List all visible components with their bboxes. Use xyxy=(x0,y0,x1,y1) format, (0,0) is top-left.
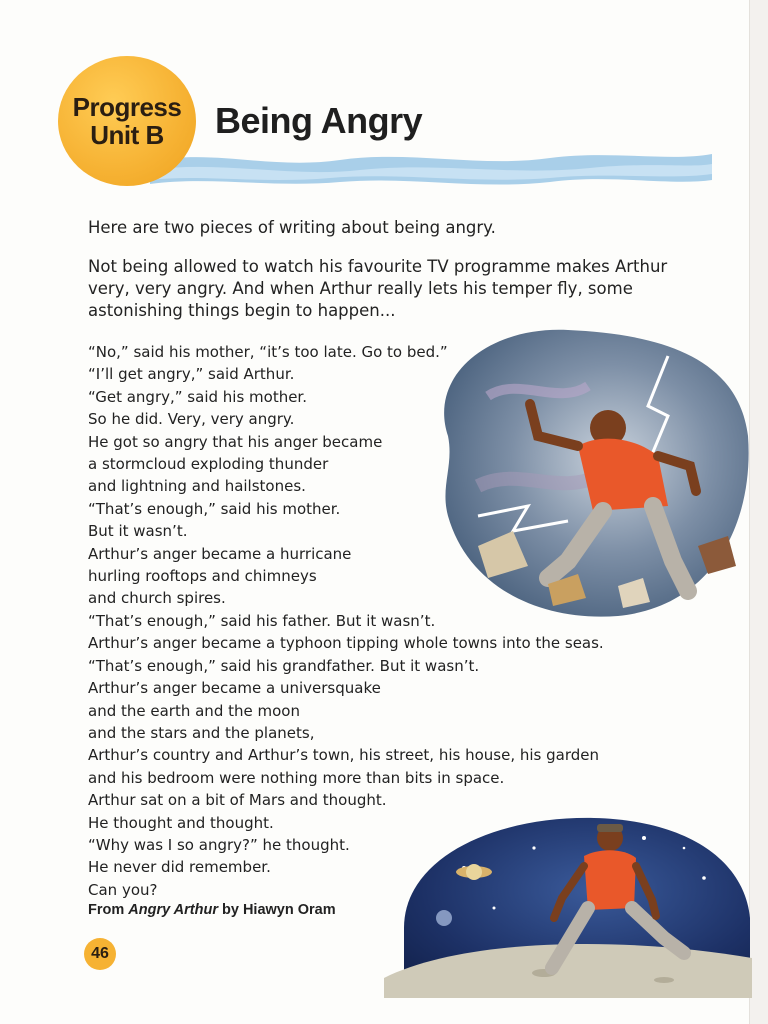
poem-line: “That’s enough,” said his mother. xyxy=(88,499,341,518)
poem-line: He never did remember. xyxy=(88,858,271,877)
poem-line: Arthur’s anger became a typhoon tipping whole towns into the seas. xyxy=(88,634,604,653)
badge-line-1: Progress xyxy=(72,92,182,122)
page-title: Being Angry xyxy=(215,100,423,141)
poem-line: and his bedroom were nothing more than bits in space. xyxy=(88,768,505,787)
poem-line: He thought and thought. xyxy=(88,813,274,832)
poem-line: So he did. Very, very angry. xyxy=(88,410,295,429)
poem-line: “No,” said his mother, “it’s too late. Go to bed.” xyxy=(88,343,448,361)
poem-line: hurling rooftops and chimneys xyxy=(88,567,317,586)
poem-line: “Get angry,” said his mother. xyxy=(88,387,307,406)
badge-line-2: Unit B xyxy=(90,120,164,150)
page-number: 46 xyxy=(84,938,116,970)
poem-line: Arthur’s country and Arthur’s town, his street, his house, his garden xyxy=(88,746,599,765)
poem-line: and church spires. xyxy=(88,589,226,608)
poem-line: Can you? xyxy=(88,880,158,899)
progress-badge xyxy=(58,56,196,186)
poem-line: Arthur’s anger became a universquake xyxy=(88,679,381,698)
poem-line: “That’s enough,” said his grandfather. But it wasn’t. xyxy=(88,656,480,675)
intro-line: Not being allowed to watch his favourite TV programme makes Arthur xyxy=(88,257,668,276)
intro-paragraph-2 xyxy=(88,256,708,322)
poem-line: and lightning and hailstones. xyxy=(88,477,306,496)
poem-line: and the earth and the moon xyxy=(88,701,300,720)
poem-line: and the stars and the planets, xyxy=(88,723,315,742)
intro-line: very, very angry. And when Arthur really lets his temper fly, some xyxy=(88,279,633,298)
space-illustration xyxy=(384,808,752,998)
credit-author: by Hiawyn Oram xyxy=(222,902,336,918)
poem-line: “I’ll get angry,” said Arthur. xyxy=(88,365,295,384)
intro-paragraph-1: Here are two pieces of writing about being angry. xyxy=(88,218,496,237)
credit-book-title: Angry Arthur xyxy=(128,902,218,918)
poem-line: But it wasn’t. xyxy=(88,522,188,541)
poem-line: “Why was I so angry?” he thought. xyxy=(88,835,350,854)
poem-line: Arthur’s anger became a hurricane xyxy=(88,544,352,563)
poem-line: He got so angry that his anger became xyxy=(88,432,383,451)
poem-line: Arthur sat on a bit of Mars and thought. xyxy=(88,791,387,810)
credit-prefix: From xyxy=(88,902,125,918)
source-credit xyxy=(88,902,336,918)
blue-wave-banner xyxy=(150,140,712,190)
intro-line: astonishing things begin to happen... xyxy=(88,301,396,320)
poem-line: a stormcloud exploding thunder xyxy=(88,455,329,474)
poem-line: “That’s enough,” said his father. But it wasn’t. xyxy=(88,611,436,630)
